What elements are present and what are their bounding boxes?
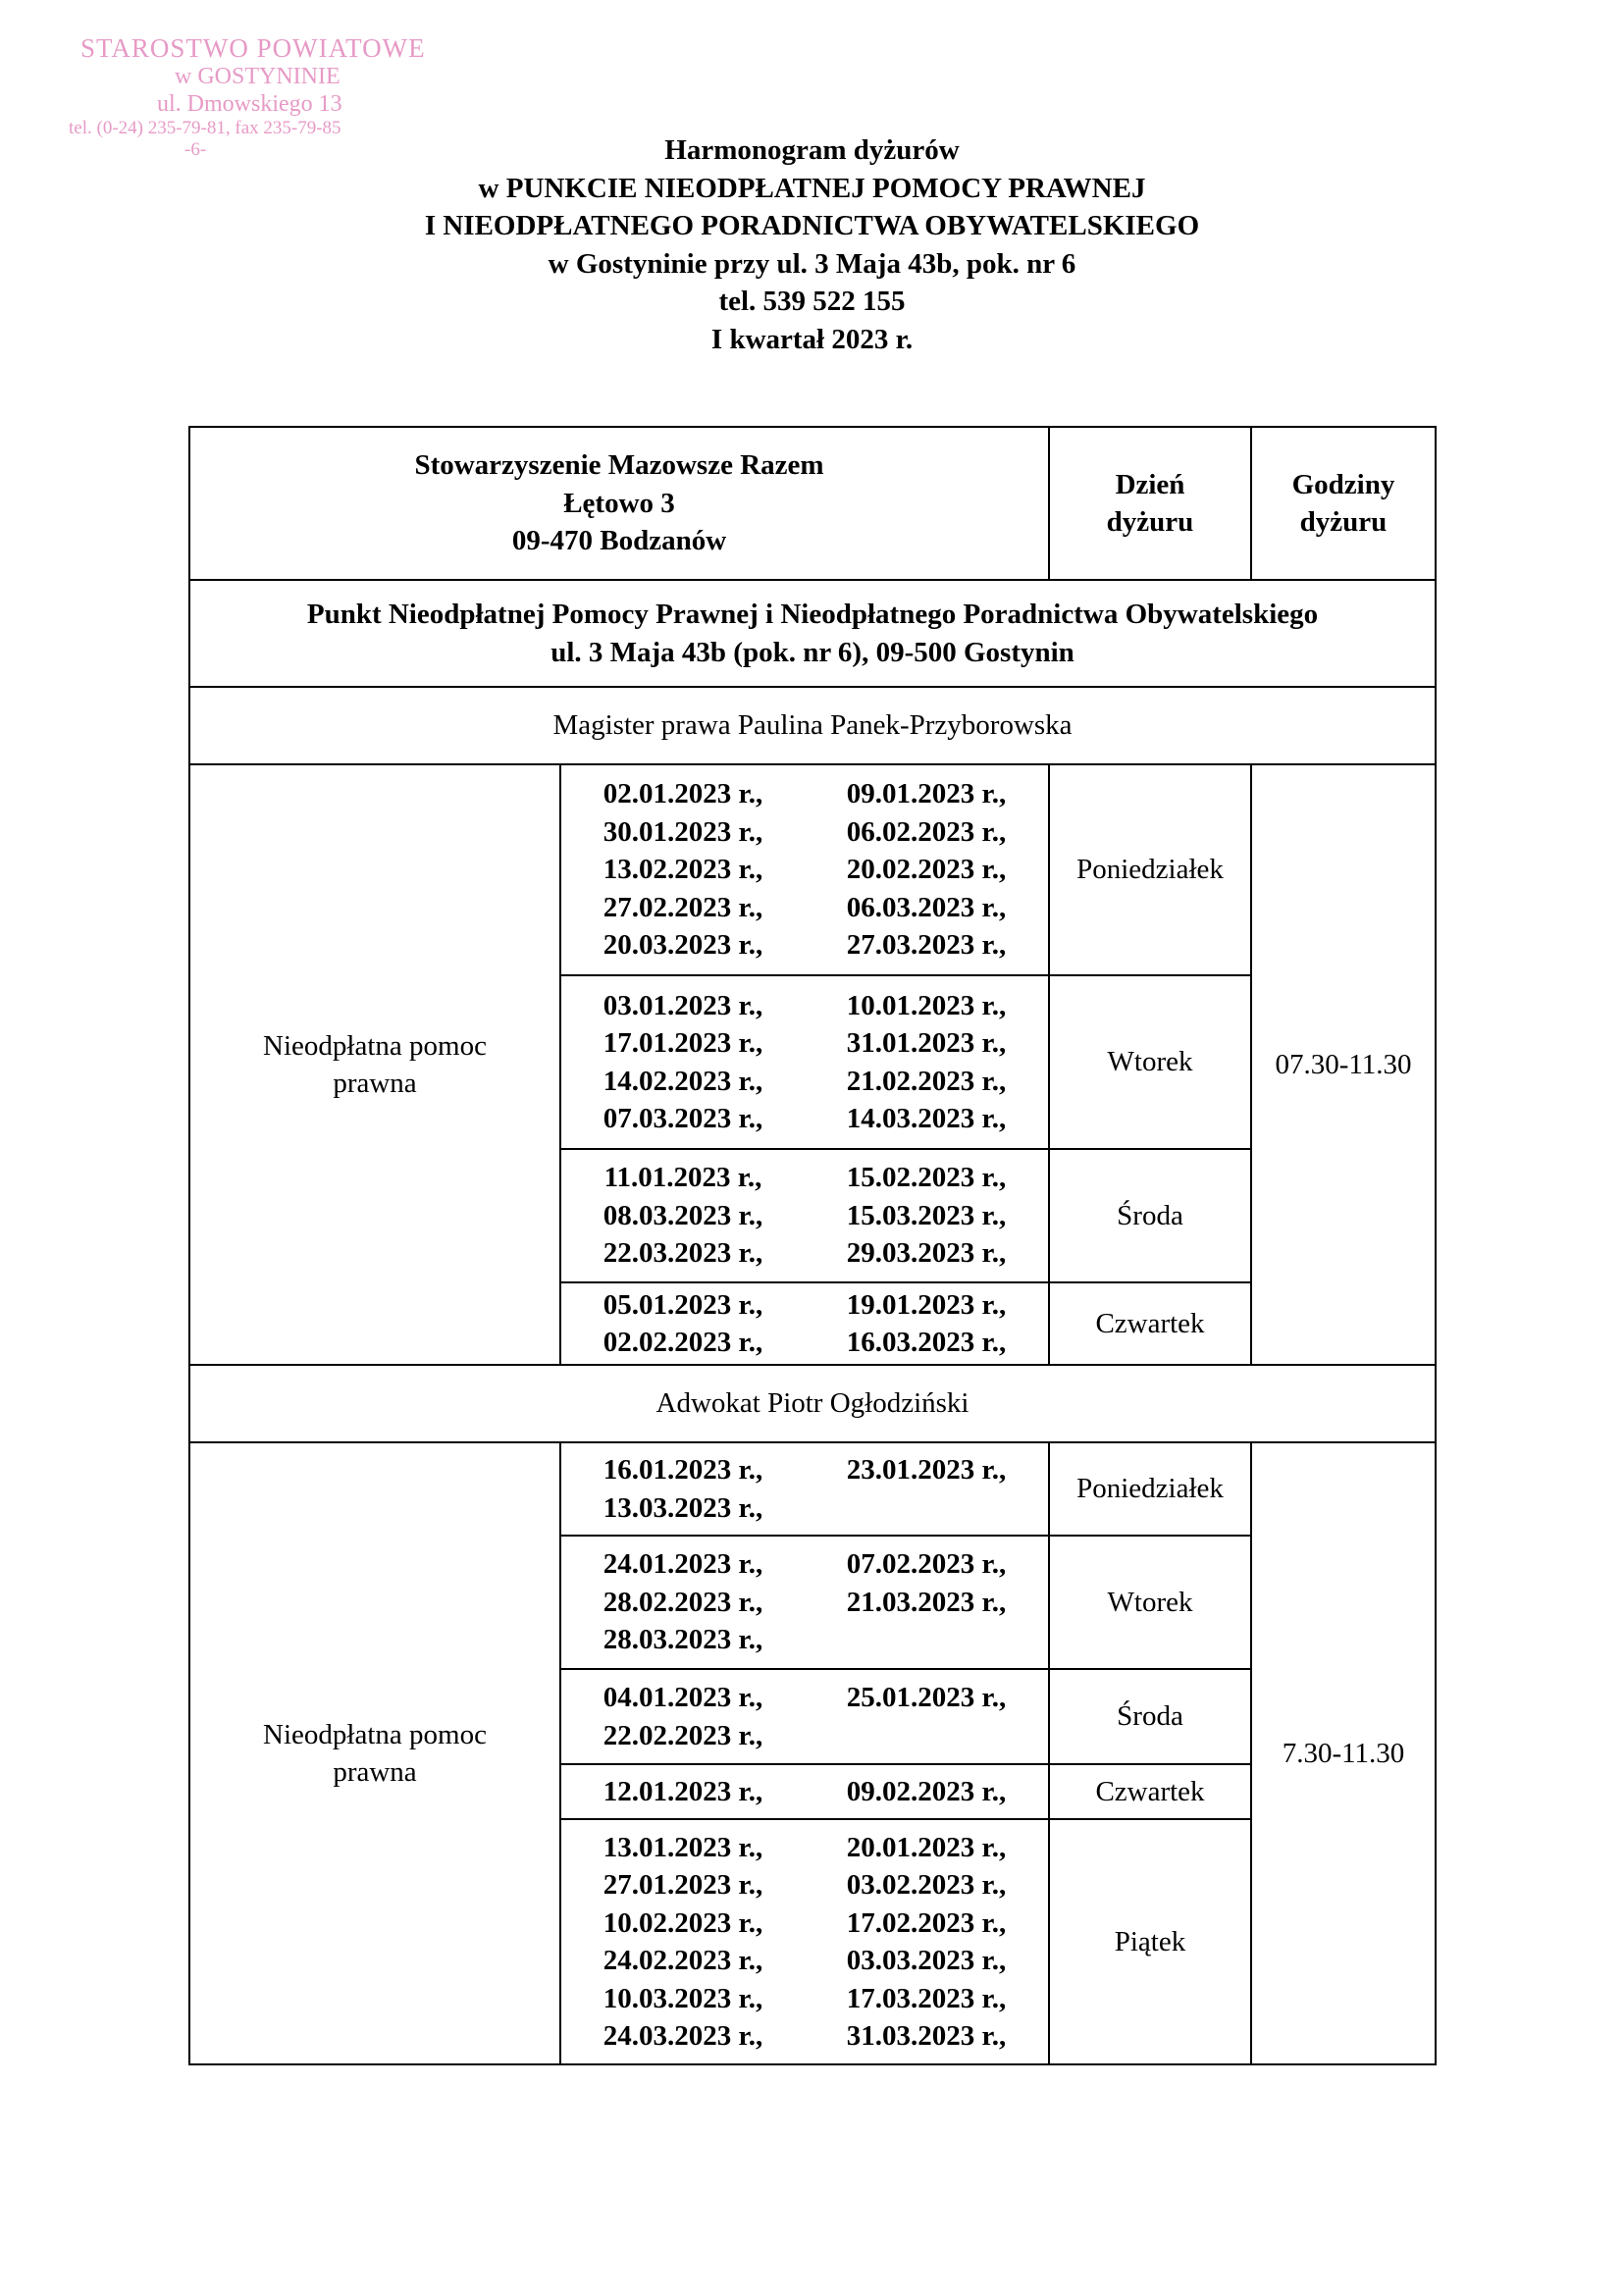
date-row (561, 1234, 1048, 1273)
duty-date: 03.03.2023 r., (846, 1945, 1007, 1976)
lawyer-name-row: Adwokat Piotr Ogłodziński (189, 1365, 1436, 1442)
duty-dates-cell (560, 975, 1049, 1149)
duty-date: 02.01.2023 r., (602, 778, 763, 810)
duty-date: 09.02.2023 r., (846, 1775, 1007, 1807)
duty-dates-cell (560, 1149, 1049, 1282)
duty-date: 09.01.2023 r., (846, 778, 1007, 810)
date-row (561, 1545, 1048, 1584)
date-row (561, 1159, 1048, 1197)
duty-date: 16.03.2023 r., (846, 1327, 1007, 1358)
date-row (561, 1584, 1048, 1622)
duty-date: 28.02.2023 r., (602, 1586, 763, 1618)
duty-date: 16.01.2023 r., (602, 1454, 763, 1486)
duty-date: 03.02.2023 r., (846, 1869, 1007, 1901)
date-row (561, 1679, 1048, 1717)
stamp-line: ul. Dmowskiego 13 (157, 90, 342, 117)
duty-dates-cell (560, 1669, 1049, 1764)
service-text: Nieodpłatna pomoc (263, 1029, 487, 1062)
duty-date: 11.01.2023 r., (603, 1162, 762, 1194)
duty-date: 14.03.2023 r., (846, 1103, 1007, 1134)
date-row (561, 1024, 1048, 1063)
duty-date: 31.03.2023 r., (846, 2020, 1007, 2052)
duty-date: 12.01.2023 r., (602, 1775, 763, 1807)
stamp-line: tel. (0-24) 235-79-81, fax 235-79-85 (69, 118, 341, 139)
organization-cell (189, 427, 1049, 580)
date-row (561, 1904, 1048, 1943)
org-address: Łętowo 3 (563, 487, 675, 519)
duty-date: 21.03.2023 r., (846, 1586, 1007, 1618)
duty-date: 14.02.2023 r., (602, 1065, 763, 1097)
title-line: tel. 539 522 155 (718, 286, 906, 317)
duty-dates-cell (560, 1536, 1049, 1669)
document-title (0, 131, 1624, 358)
date-row (561, 987, 1048, 1025)
duty-day-cell: Czwartek (1049, 1764, 1251, 1819)
duty-date: 29.03.2023 r., (846, 1237, 1007, 1270)
duty-date: 30.01.2023 r., (602, 815, 763, 848)
lawyer-name-row: Magister prawa Paulina Panek-Przyborowska (189, 687, 1436, 764)
duty-date (805, 1717, 1048, 1755)
date-row (561, 1866, 1048, 1904)
title-line: I NIEODPŁATNEGO PORADNICTWA OBYWATELSKIEGO (424, 210, 1200, 241)
org-postal: 09-470 Bodzanów (511, 525, 727, 557)
duty-day-cell: Poniedziałek (1049, 1442, 1251, 1536)
date-row (561, 1717, 1048, 1755)
date-row (561, 1324, 1048, 1362)
date-row (561, 1621, 1048, 1659)
duty-day-cell: Wtorek (1049, 975, 1251, 1149)
duty-dates-cell (560, 1282, 1049, 1365)
duty-date: 17.01.2023 r., (602, 1027, 763, 1059)
header-text: dyżuru (1106, 506, 1194, 538)
title-line: w PUNKCIE NIEODPŁATNEJ POMOCY PRAWNEJ (478, 172, 1146, 204)
duty-date: 19.01.2023 r., (846, 1288, 1007, 1321)
header-text: Dzień (1115, 468, 1185, 500)
duty-date: 07.03.2023 r., (602, 1103, 763, 1134)
date-row (561, 851, 1048, 889)
header-text: Godziny (1291, 468, 1395, 500)
duty-date: 10.02.2023 r., (602, 1906, 763, 1939)
schedule-table (188, 426, 1437, 2065)
duty-day-cell: Czwartek (1049, 1282, 1251, 1365)
duty-date: 20.02.2023 r., (846, 854, 1007, 886)
date-row (561, 926, 1048, 965)
service-type-cell (189, 1442, 560, 2064)
org-name: Stowarzyszenie Mazowsze Razem (414, 449, 824, 482)
duty-date: 06.02.2023 r., (846, 815, 1007, 848)
duty-date: 27.01.2023 r., (602, 1869, 763, 1901)
title-line: Harmonogram dyżurów (664, 134, 960, 166)
duty-date: 27.03.2023 r., (846, 929, 1007, 962)
duty-date: 08.03.2023 r., (602, 1199, 763, 1231)
duty-dates-cell (560, 1819, 1049, 2064)
duty-date: 13.03.2023 r., (602, 1491, 763, 1524)
duty-dates-cell (560, 1764, 1049, 1819)
duty-date (805, 1489, 1048, 1528)
date-row (561, 775, 1048, 813)
duty-date: 17.03.2023 r., (846, 1982, 1007, 2014)
point-address: ul. 3 Maja 43b (pok. nr 6), 09-500 Gostynin (550, 636, 1074, 668)
point-name: Punkt Nieodpłatnej Pomocy Prawnej i Nieodpłatnego Poradnictwa Obywatelskiego (306, 599, 1319, 630)
duty-day-cell: Środa (1049, 1669, 1251, 1764)
date-row (561, 1942, 1048, 1980)
date-row (561, 813, 1048, 852)
service-text: prawna (333, 1756, 417, 1788)
duty-day-cell: Wtorek (1049, 1536, 1251, 1669)
date-row (561, 1451, 1048, 1489)
duty-date: 27.02.2023 r., (602, 891, 763, 923)
duty-date: 10.01.2023 r., (846, 989, 1007, 1021)
duty-date: 13.02.2023 r., (602, 854, 763, 886)
date-row (561, 1100, 1048, 1138)
date-row (561, 2017, 1048, 2056)
date-row (561, 889, 1048, 927)
duty-date: 20.01.2023 r., (846, 1831, 1007, 1863)
duty-day-cell: Piątek (1049, 1819, 1251, 2064)
duty-dates-cell (560, 764, 1049, 975)
date-row (561, 1286, 1048, 1325)
service-type-cell (189, 764, 560, 1365)
service-text: prawna (333, 1068, 417, 1099)
duty-dates-cell (560, 1442, 1049, 1536)
duty-day-cell: Poniedziałek (1049, 764, 1251, 975)
duty-date: 25.01.2023 r., (846, 1682, 1007, 1713)
point-address-cell (189, 580, 1436, 687)
duty-hours-cell: 07.30-11.30 (1251, 764, 1436, 1365)
duty-date: 07.02.2023 r., (846, 1548, 1007, 1581)
duty-date: 10.03.2023 r., (602, 1982, 763, 2014)
date-row (561, 1829, 1048, 1867)
duty-date: 28.03.2023 r., (602, 1624, 763, 1656)
duty-date: 23.01.2023 r., (846, 1454, 1007, 1486)
duty-date: 15.02.2023 r., (846, 1162, 1007, 1194)
service-text: Nieodpłatna pomoc (263, 1718, 487, 1750)
duty-date: 31.01.2023 r., (846, 1027, 1007, 1059)
duty-date: 06.03.2023 r., (846, 891, 1007, 923)
date-row (561, 1773, 1048, 1811)
date-row (561, 1197, 1048, 1235)
duty-date: 04.01.2023 r., (602, 1682, 763, 1713)
duty-date: 03.01.2023 r., (602, 989, 763, 1021)
hours-column-header (1251, 427, 1436, 580)
stamp-line: w GOSTYNINIE (175, 64, 341, 90)
date-row (561, 1980, 1048, 2018)
duty-date: 21.02.2023 r., (846, 1065, 1007, 1097)
duty-date: 05.01.2023 r., (602, 1288, 763, 1321)
duty-hours-cell: 7.30-11.30 (1251, 1442, 1436, 2064)
duty-date: 13.01.2023 r., (602, 1831, 763, 1863)
date-row (561, 1489, 1048, 1528)
stamp-line: STAROSTWO POWIATOWE (80, 33, 426, 63)
duty-date: 02.02.2023 r., (602, 1327, 763, 1358)
duty-date: 17.02.2023 r., (846, 1906, 1007, 1939)
duty-date: 15.03.2023 r., (846, 1199, 1007, 1231)
duty-date: 20.03.2023 r., (602, 929, 763, 962)
duty-day-cell: Środa (1049, 1149, 1251, 1282)
title-line: w Gostyninie przy ul. 3 Maja 43b, pok. nr 6 (548, 247, 1076, 280)
duty-date: 22.02.2023 r., (602, 1719, 763, 1751)
stamp-line: -6- (184, 139, 207, 161)
duty-date: 22.03.2023 r., (602, 1237, 763, 1270)
header-text: dyżuru (1299, 506, 1388, 538)
duty-date: 24.03.2023 r., (602, 2020, 763, 2052)
title-line: I kwartał 2023 r. (710, 323, 914, 355)
day-column-header (1049, 427, 1251, 580)
date-row (561, 1063, 1048, 1101)
duty-date: 24.01.2023 r., (602, 1548, 763, 1581)
duty-date (805, 1621, 1048, 1659)
duty-date: 24.02.2023 r., (602, 1945, 763, 1976)
